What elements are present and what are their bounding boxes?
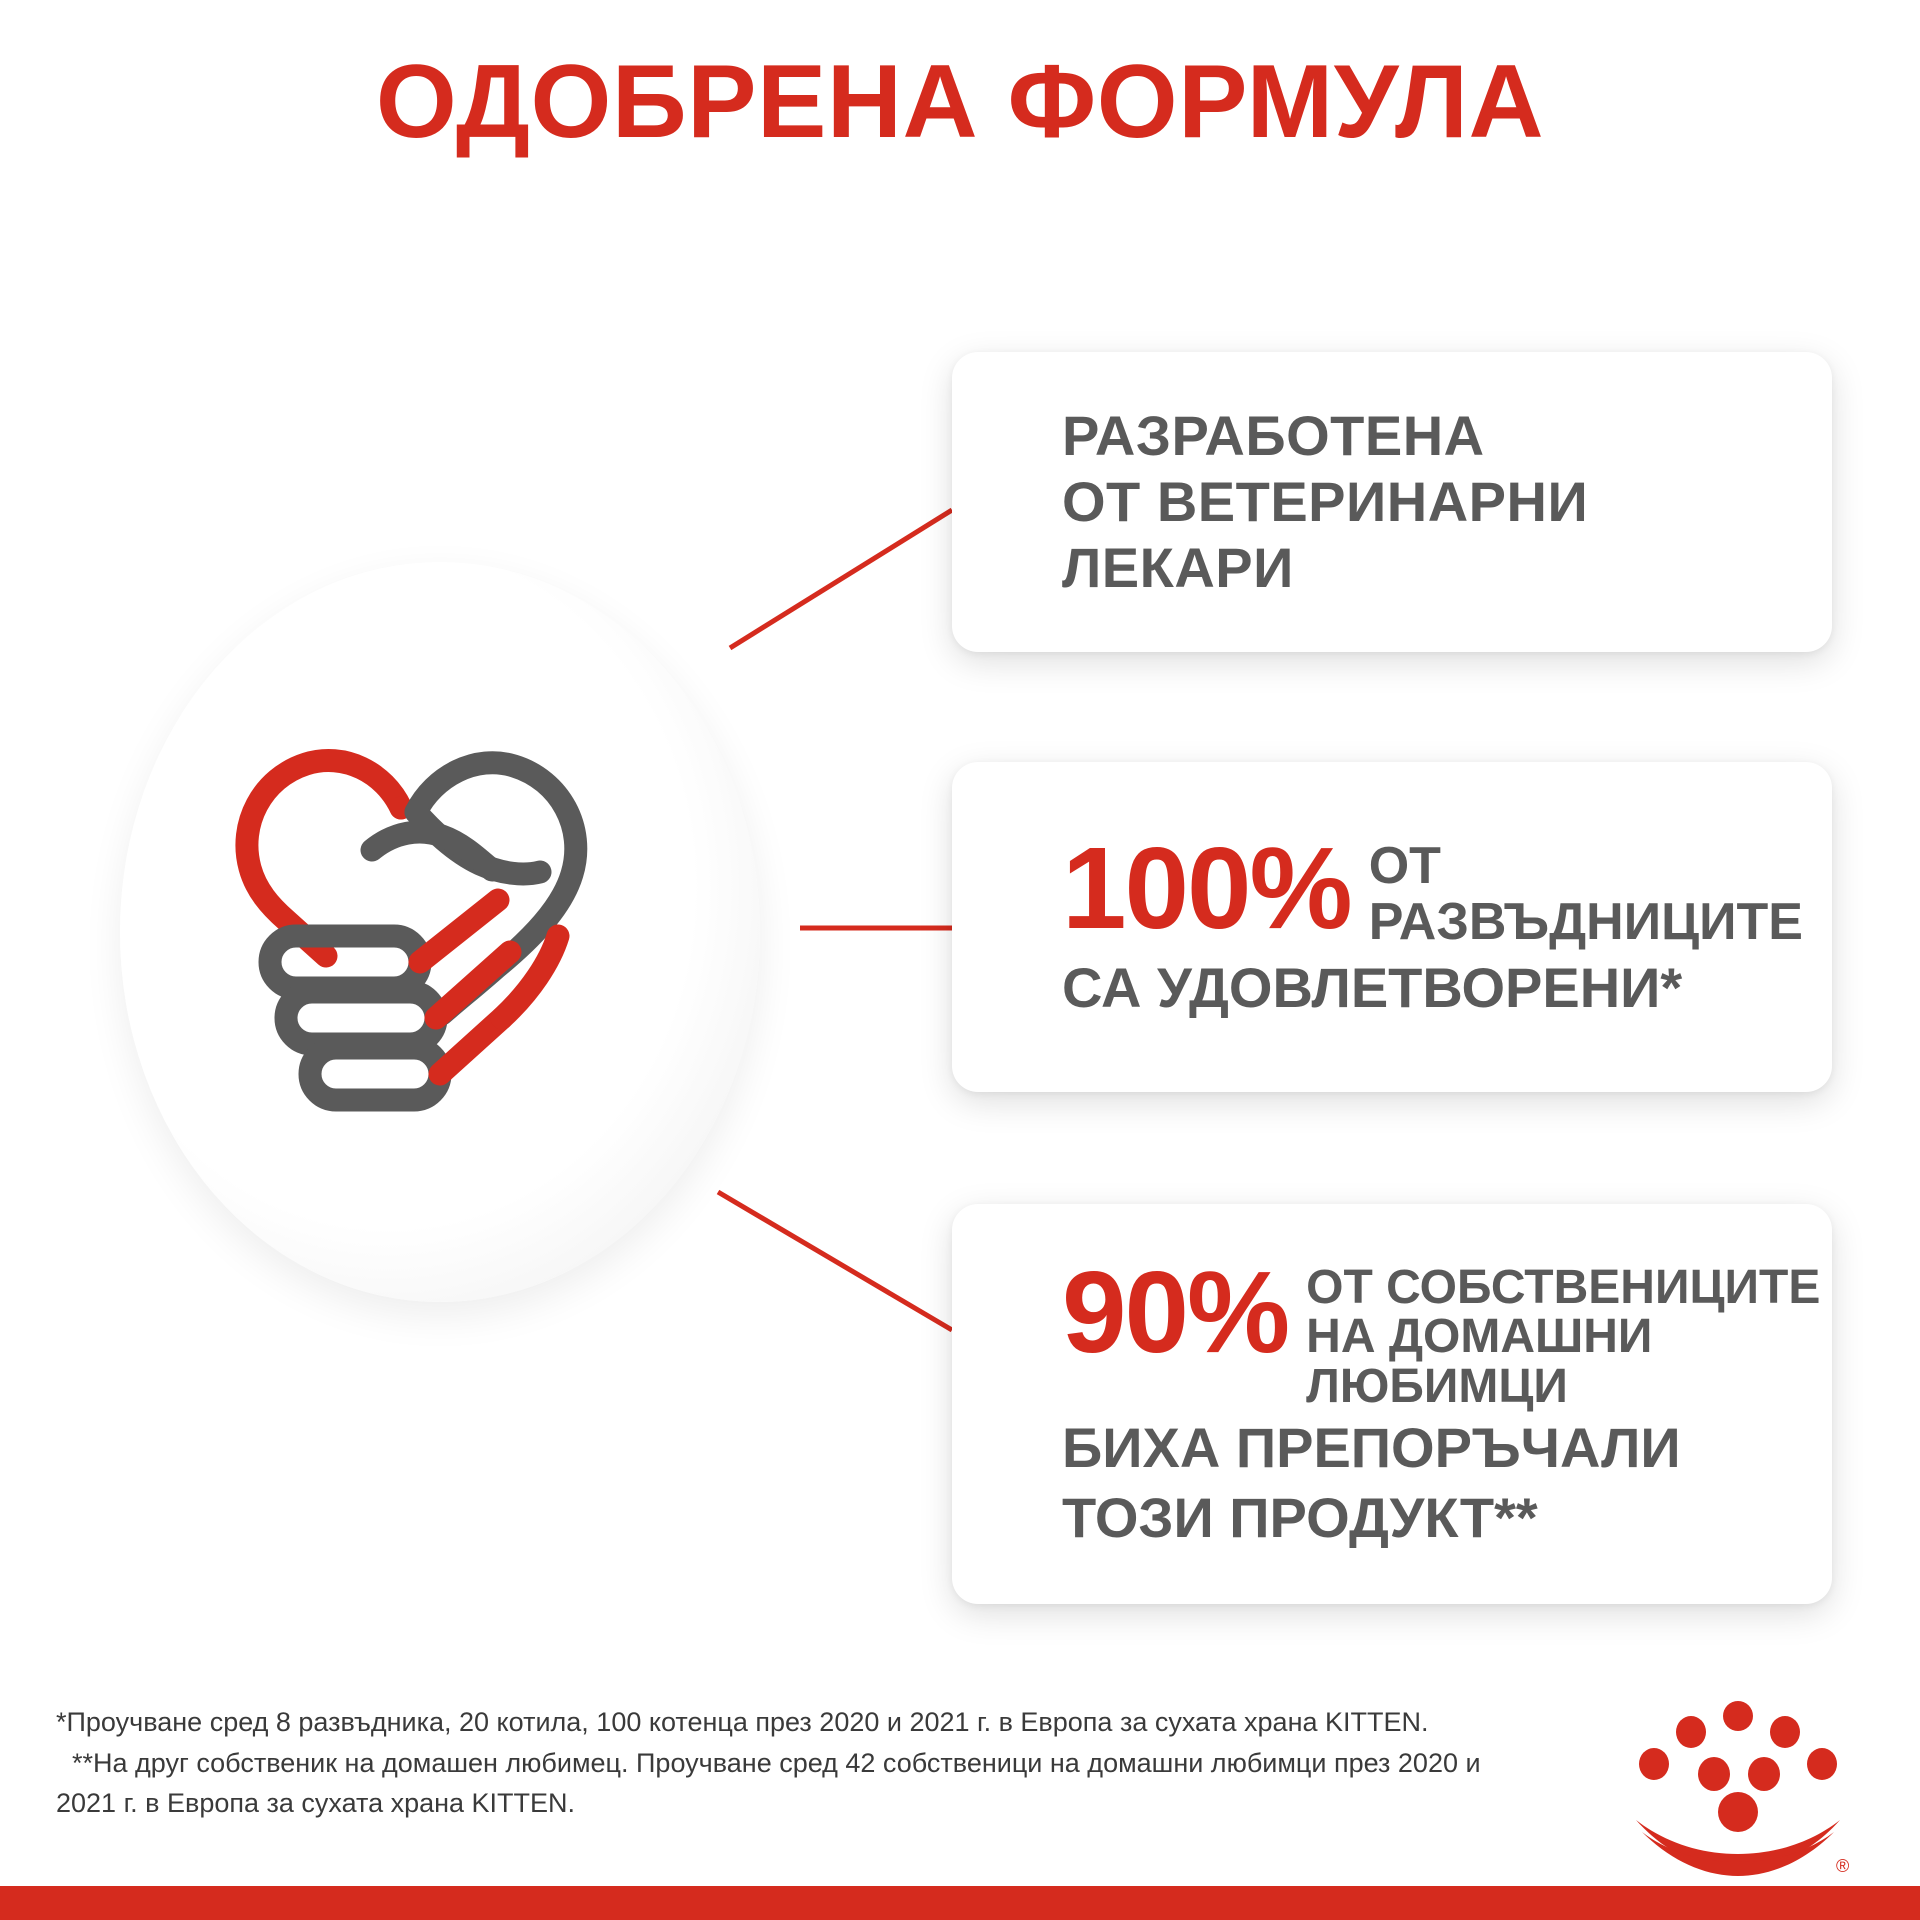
card-breeders-side-line-2: РАЗВЪДНИЦИТЕ — [1368, 892, 1803, 951]
footnotes — [56, 1702, 1566, 1824]
card-breeders-stat-row — [1062, 823, 1808, 954]
footnote-2: **На друг собственик на домашен любимец. Проучване сред 42 собственици на домашни любимци през 2020 и — [72, 1747, 1481, 1778]
card-breeders-side-line-1: ОТ — [1368, 837, 1441, 896]
footnote-3: 2021 г. в Европа за сухата храна KITTEN. — [56, 1788, 576, 1818]
card-vets — [952, 352, 1832, 652]
card-owners — [952, 1204, 1832, 1604]
card-owners-stat: 90% — [1062, 1246, 1289, 1377]
bottom-accent-bar — [0, 1886, 1920, 1920]
card-breeders-stat: 100% — [1062, 823, 1351, 954]
card-breeders-side — [1369, 833, 1803, 950]
handshake-heart-icon — [158, 700, 658, 1140]
card-owners-below-line-1: БИХА ПРЕПОРЪЧАЛИ — [1062, 1416, 1681, 1480]
card-owners-below-line-2: ТОЗИ ПРОДУКТ** — [1062, 1486, 1538, 1550]
card-owners-side-line-3: ЛЮБИМЦИ — [1306, 1359, 1568, 1413]
card-vets-line-1: РАЗРАБОТЕНА — [1062, 403, 1485, 467]
card-vets-line-3: ЛЕКАРИ — [1062, 536, 1294, 600]
card-breeders — [952, 762, 1832, 1092]
card-owners-side — [1306, 1257, 1820, 1411]
card-owners-side-line-2: НА ДОМАШНИ — [1306, 1310, 1653, 1364]
page-title: ОДОБРЕНА ФОРМУЛА — [375, 44, 1545, 160]
card-owners-side-line-1: ОТ СОБСТВЕНИЦИТЕ — [1306, 1260, 1821, 1314]
registered-mark: ® — [1836, 1856, 1850, 1876]
card-vets-line-2: ОТ ВЕТЕРИНАРНИ — [1062, 469, 1589, 533]
card-breeders-below: СА УДОВЛЕТВОРЕНИ* — [1062, 955, 1683, 1019]
footnote-1: *Проучване сред 8 развъдника, 20 котила, 100 котенца през 2020 и 2021 г. в Европа за сухата храна KITTEN. — [56, 1707, 1429, 1737]
royal-canin-crown-logo — [1624, 1700, 1854, 1880]
card-owners-stat-row — [1062, 1246, 1821, 1413]
